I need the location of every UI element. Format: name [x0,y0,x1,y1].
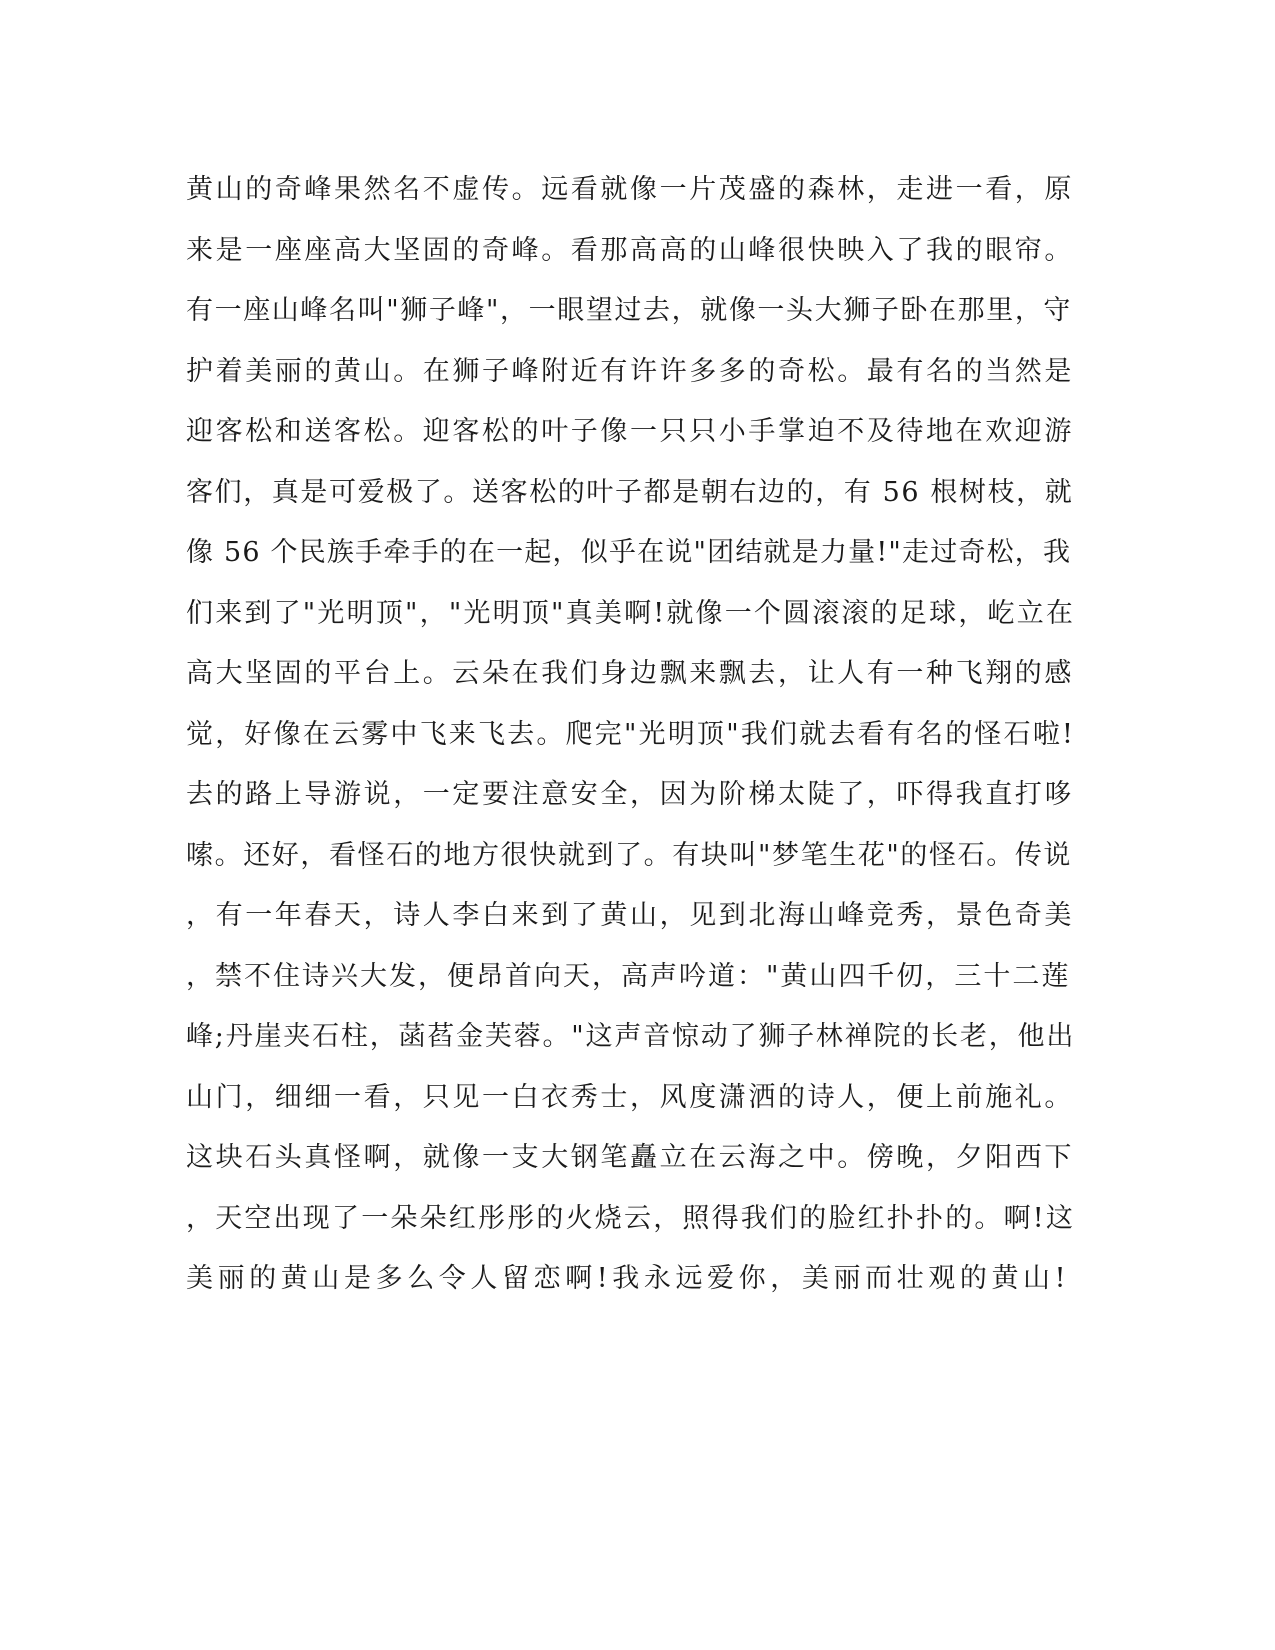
text-line: 觉，好像在云雾中飞来飞去。爬完"光明顶"我们就去看有名的怪石啦! [186,718,1076,750]
text-line: 黄山的奇峰果然名不虚传。远看就像一片茂盛的森林，走进一看，原 [186,174,1074,205]
text-line: 山门，细细一看，只见一白衣秀士，风度潇洒的诗人，便上前施礼。 [186,1081,1074,1113]
text-line: 来是一座座高大坚固的奇峰。看那高高的山峰很快映入了我的眼帘。 [186,234,1074,266]
essay-body [186,160,1076,1310]
text-line: ，有一年春天，诗人李白来到了黄山，见到北海山峰竞秀，景色奇美 [186,900,1074,931]
text-line: 嗦。还好，看怪石的地方很快就到了。有块叫"梦笔生花"的怪石。传说 [186,839,1073,871]
text-line: 客们，真是可爱极了。送客松的叶子都是朝右边的，有 56 根树枝，就 [186,476,1074,508]
text-line: 这块石头真怪啊，就像一支大钢笔矗立在云海之中。傍晚，夕阳西下 [186,1142,1074,1173]
text-line: 们来到了"光明顶"，"光明顶"真美啊!就像一个圆滚滚的足球，屹立在 [186,597,1076,629]
text-line: 像 56 个民族手牵手的在一起，似乎在说"团结就是力量!"走过奇松，我 [186,537,1072,568]
text-line: 美丽的黄山是多么令人留恋啊!我永远爱你，美丽而壮观的黄山! [186,1263,1071,1294]
text-line: 迎客松和送客松。迎客松的叶子像一只只小手掌迫不及待地在欢迎游 [186,416,1074,447]
text-line: 峰;丹崖夹石柱，菡萏金芙蓉。"这声音惊动了狮子林禅院的长老，他出 [186,1021,1076,1052]
text-line: 高大坚固的平台上。云朵在我们身边飘来飘去，让人有一种飞翔的感 [186,658,1074,689]
text-line: ，禁不住诗兴大发，便昂首向天，高声吟道："黄山四千仞，三十二莲 [186,960,1071,992]
text-line: 护着美丽的黄山。在狮子峰附近有许许多多的奇松。最有名的当然是 [186,355,1074,387]
text-line: 去的路上导游说，一定要注意安全，因为阶梯太陡了，吓得我直打哆 [186,779,1074,810]
text-line: ，天空出现了一朵朵红彤彤的火烧云，照得我们的脸红扑扑的。啊!这 [186,1202,1076,1234]
text-line: 有一座山峰名叫"狮子峰"，一眼望过去，就像一头大狮子卧在那里，守 [186,295,1073,326]
